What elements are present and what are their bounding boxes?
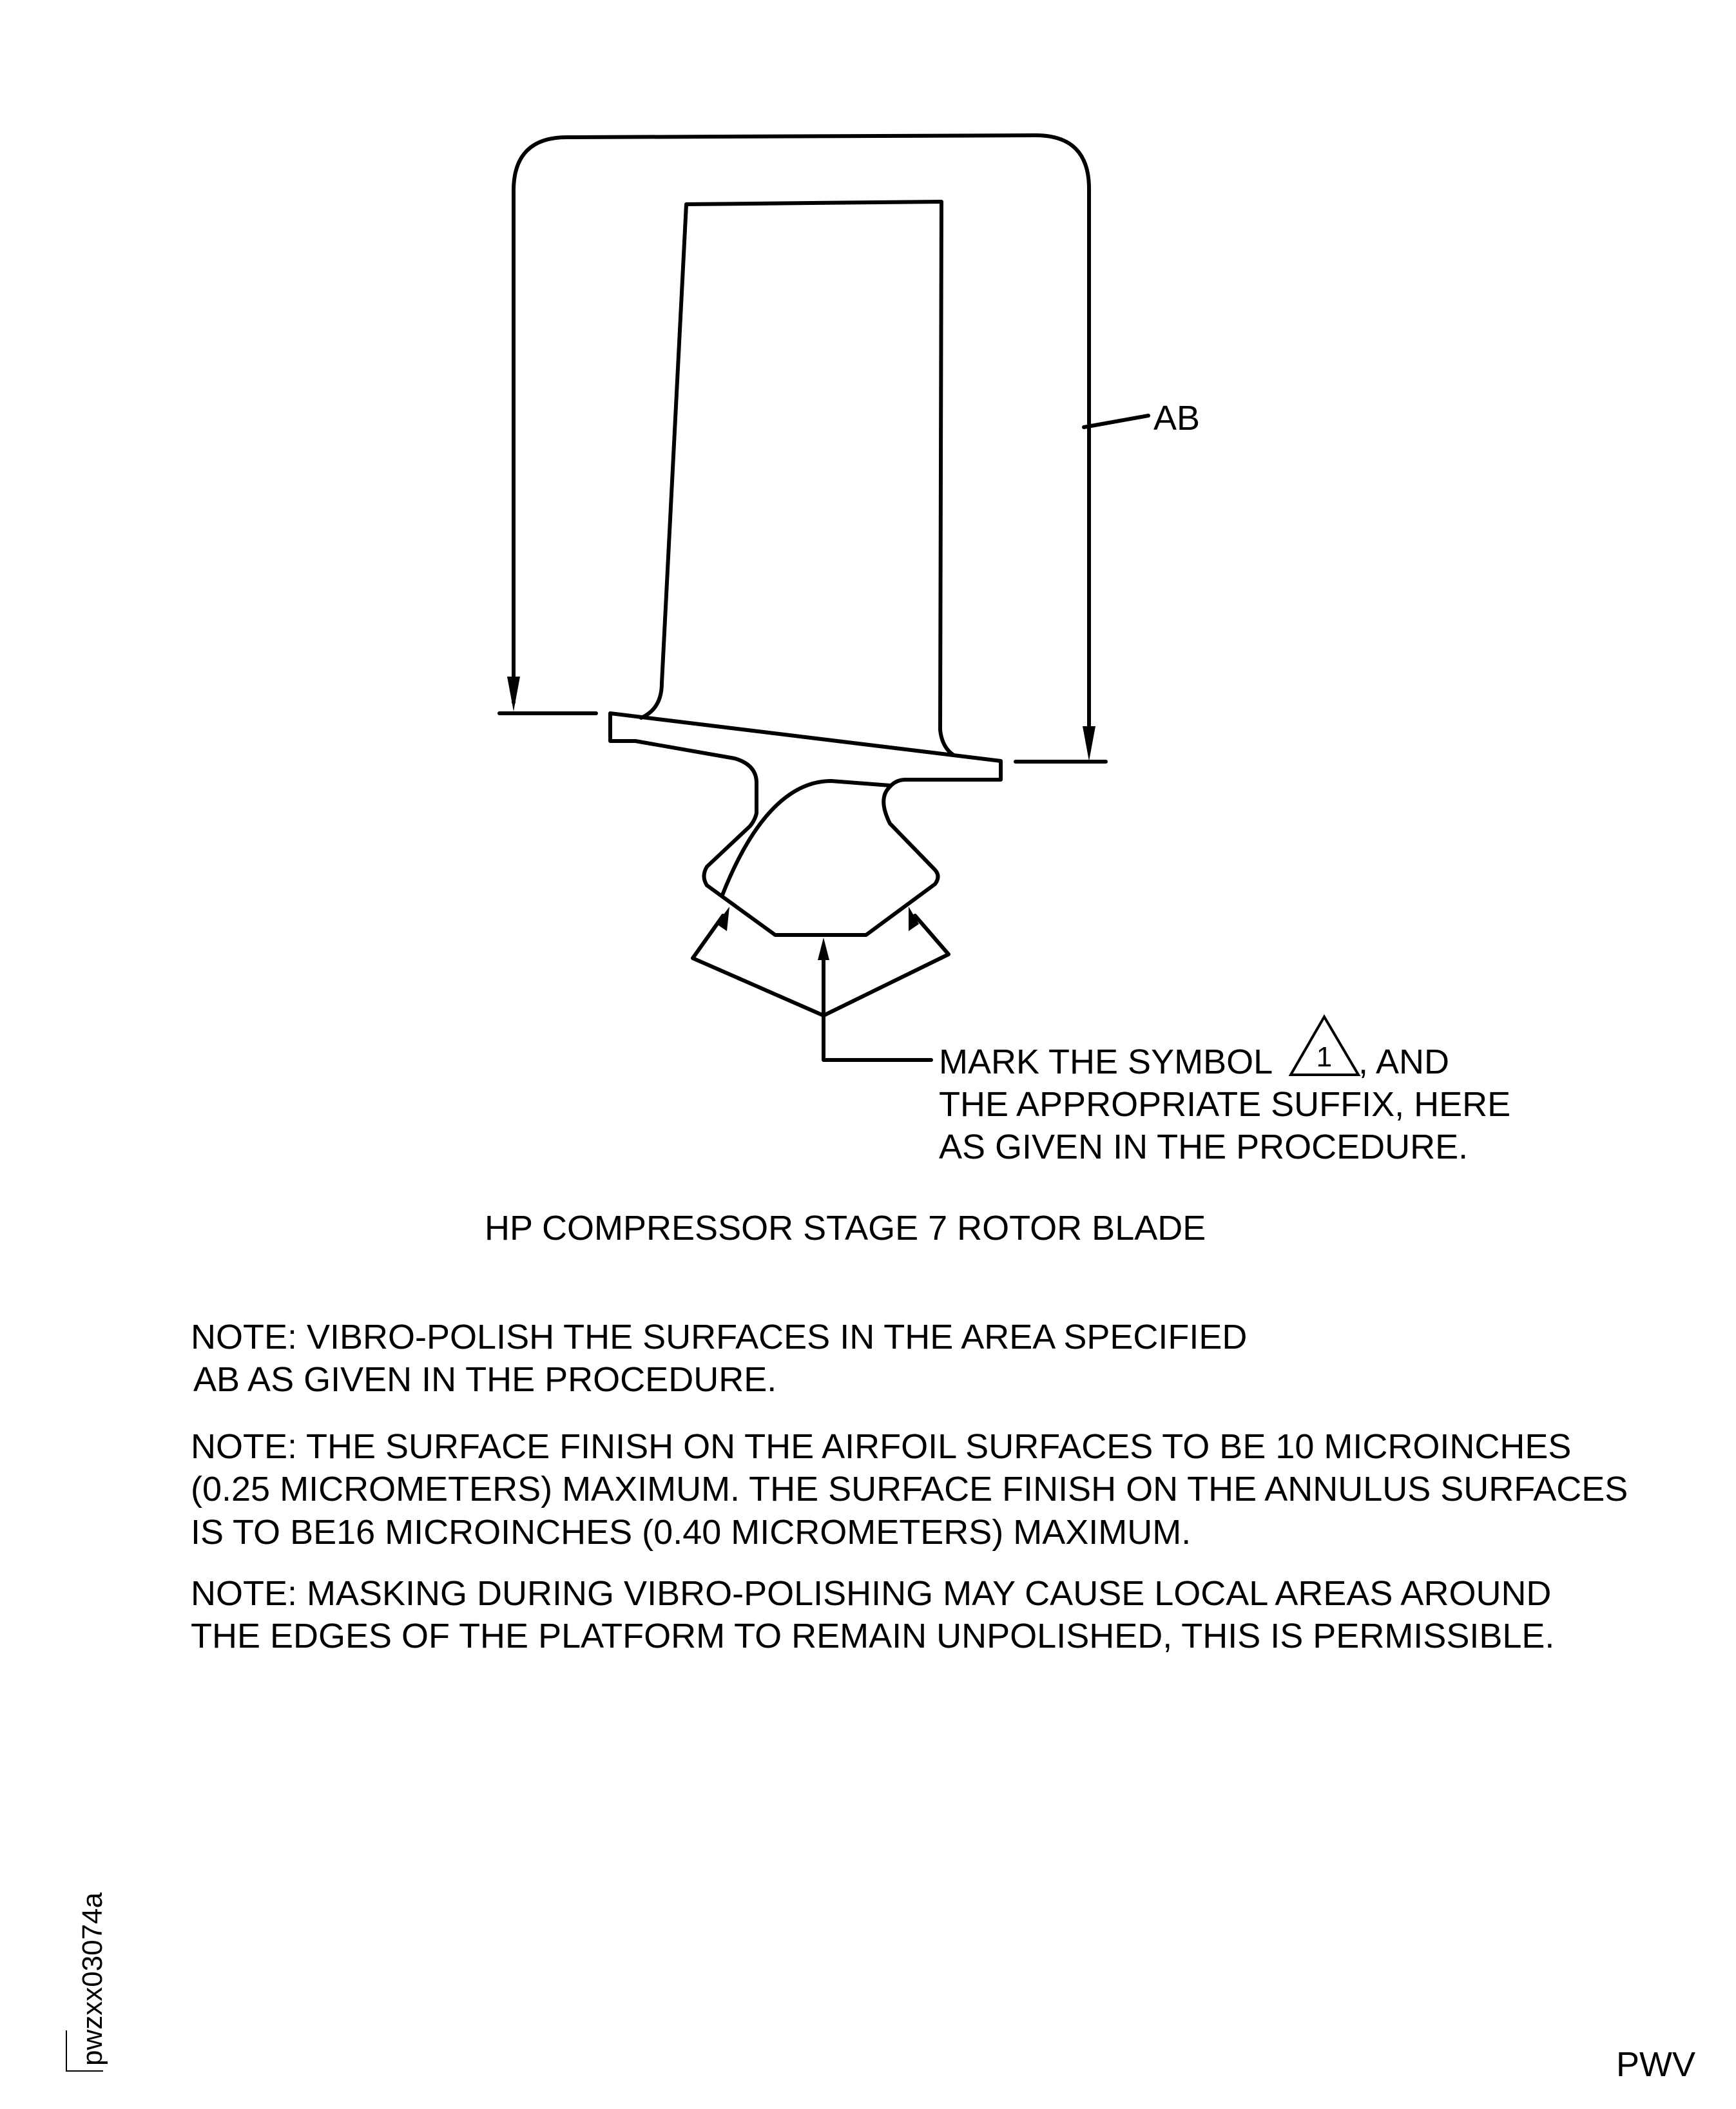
callout-line-1: MARK THE SYMBOL [939, 1043, 1273, 1081]
figure-id: pwzxx03074a [77, 1892, 108, 2066]
note-1-line-2: AB AS GIVEN IN THE PROCEDURE. [193, 1360, 777, 1399]
arrow-center [818, 938, 829, 960]
notes [191, 1318, 1628, 1655]
root-inner-curve [722, 781, 890, 895]
note-1-line-1: NOTE: VIBRO-POLISH THE SURFACES IN THE AREA SPECIFIED [191, 1318, 1248, 1356]
symbol-number: 1 [1316, 1041, 1333, 1073]
dimension-label-ab: AB [1153, 399, 1201, 438]
figure-caption: HP COMPRESSOR STAGE 7 ROTOR BLADE [485, 1209, 1206, 1247]
callout-line-3: AS GIVEN IN THE PROCEDURE. [939, 1128, 1469, 1166]
airfoil-outline [641, 202, 954, 755]
note-2-line-3: IS TO BE16 MICROINCHES (0.40 MICROMETERS) MAXIMUM. [191, 1513, 1191, 1552]
callout-line-1-suffix: , AND [1358, 1043, 1450, 1081]
footer-code: PWV [1616, 2045, 1696, 2084]
callout-text [939, 1017, 1510, 1166]
note-2-line-1: NOTE: THE SURFACE FINISH ON THE AIRFOIL SURFACES TO BE 10 MICROINCHES [191, 1427, 1572, 1466]
callout-leader [824, 1016, 931, 1060]
marking-location-arrows [693, 907, 949, 1060]
dimension-arrow-right [1083, 726, 1095, 761]
note-3-line-1: NOTE: MASKING DURING VIBRO-POLISHING MAY CAUSE LOCAL AREAS AROUND [191, 1574, 1552, 1613]
note-2-line-2: (0.25 MICROMETERS) MAXIMUM. THE SURFACE FINISH ON THE ANNULUS SURFACES [191, 1470, 1628, 1508]
dimension-arrow-left [507, 677, 520, 711]
dimension-bracket-ab [499, 135, 1200, 762]
platform-and-root [610, 713, 1001, 935]
callout-line-2: THE APPROPRIATE SUFFIX, HERE [939, 1085, 1511, 1124]
ab-leader [1084, 416, 1148, 427]
note-3-line-2: THE EDGES OF THE PLATFORM TO REMAIN UNPOLISHED, THIS IS PERMISSIBLE. [191, 1617, 1555, 1655]
